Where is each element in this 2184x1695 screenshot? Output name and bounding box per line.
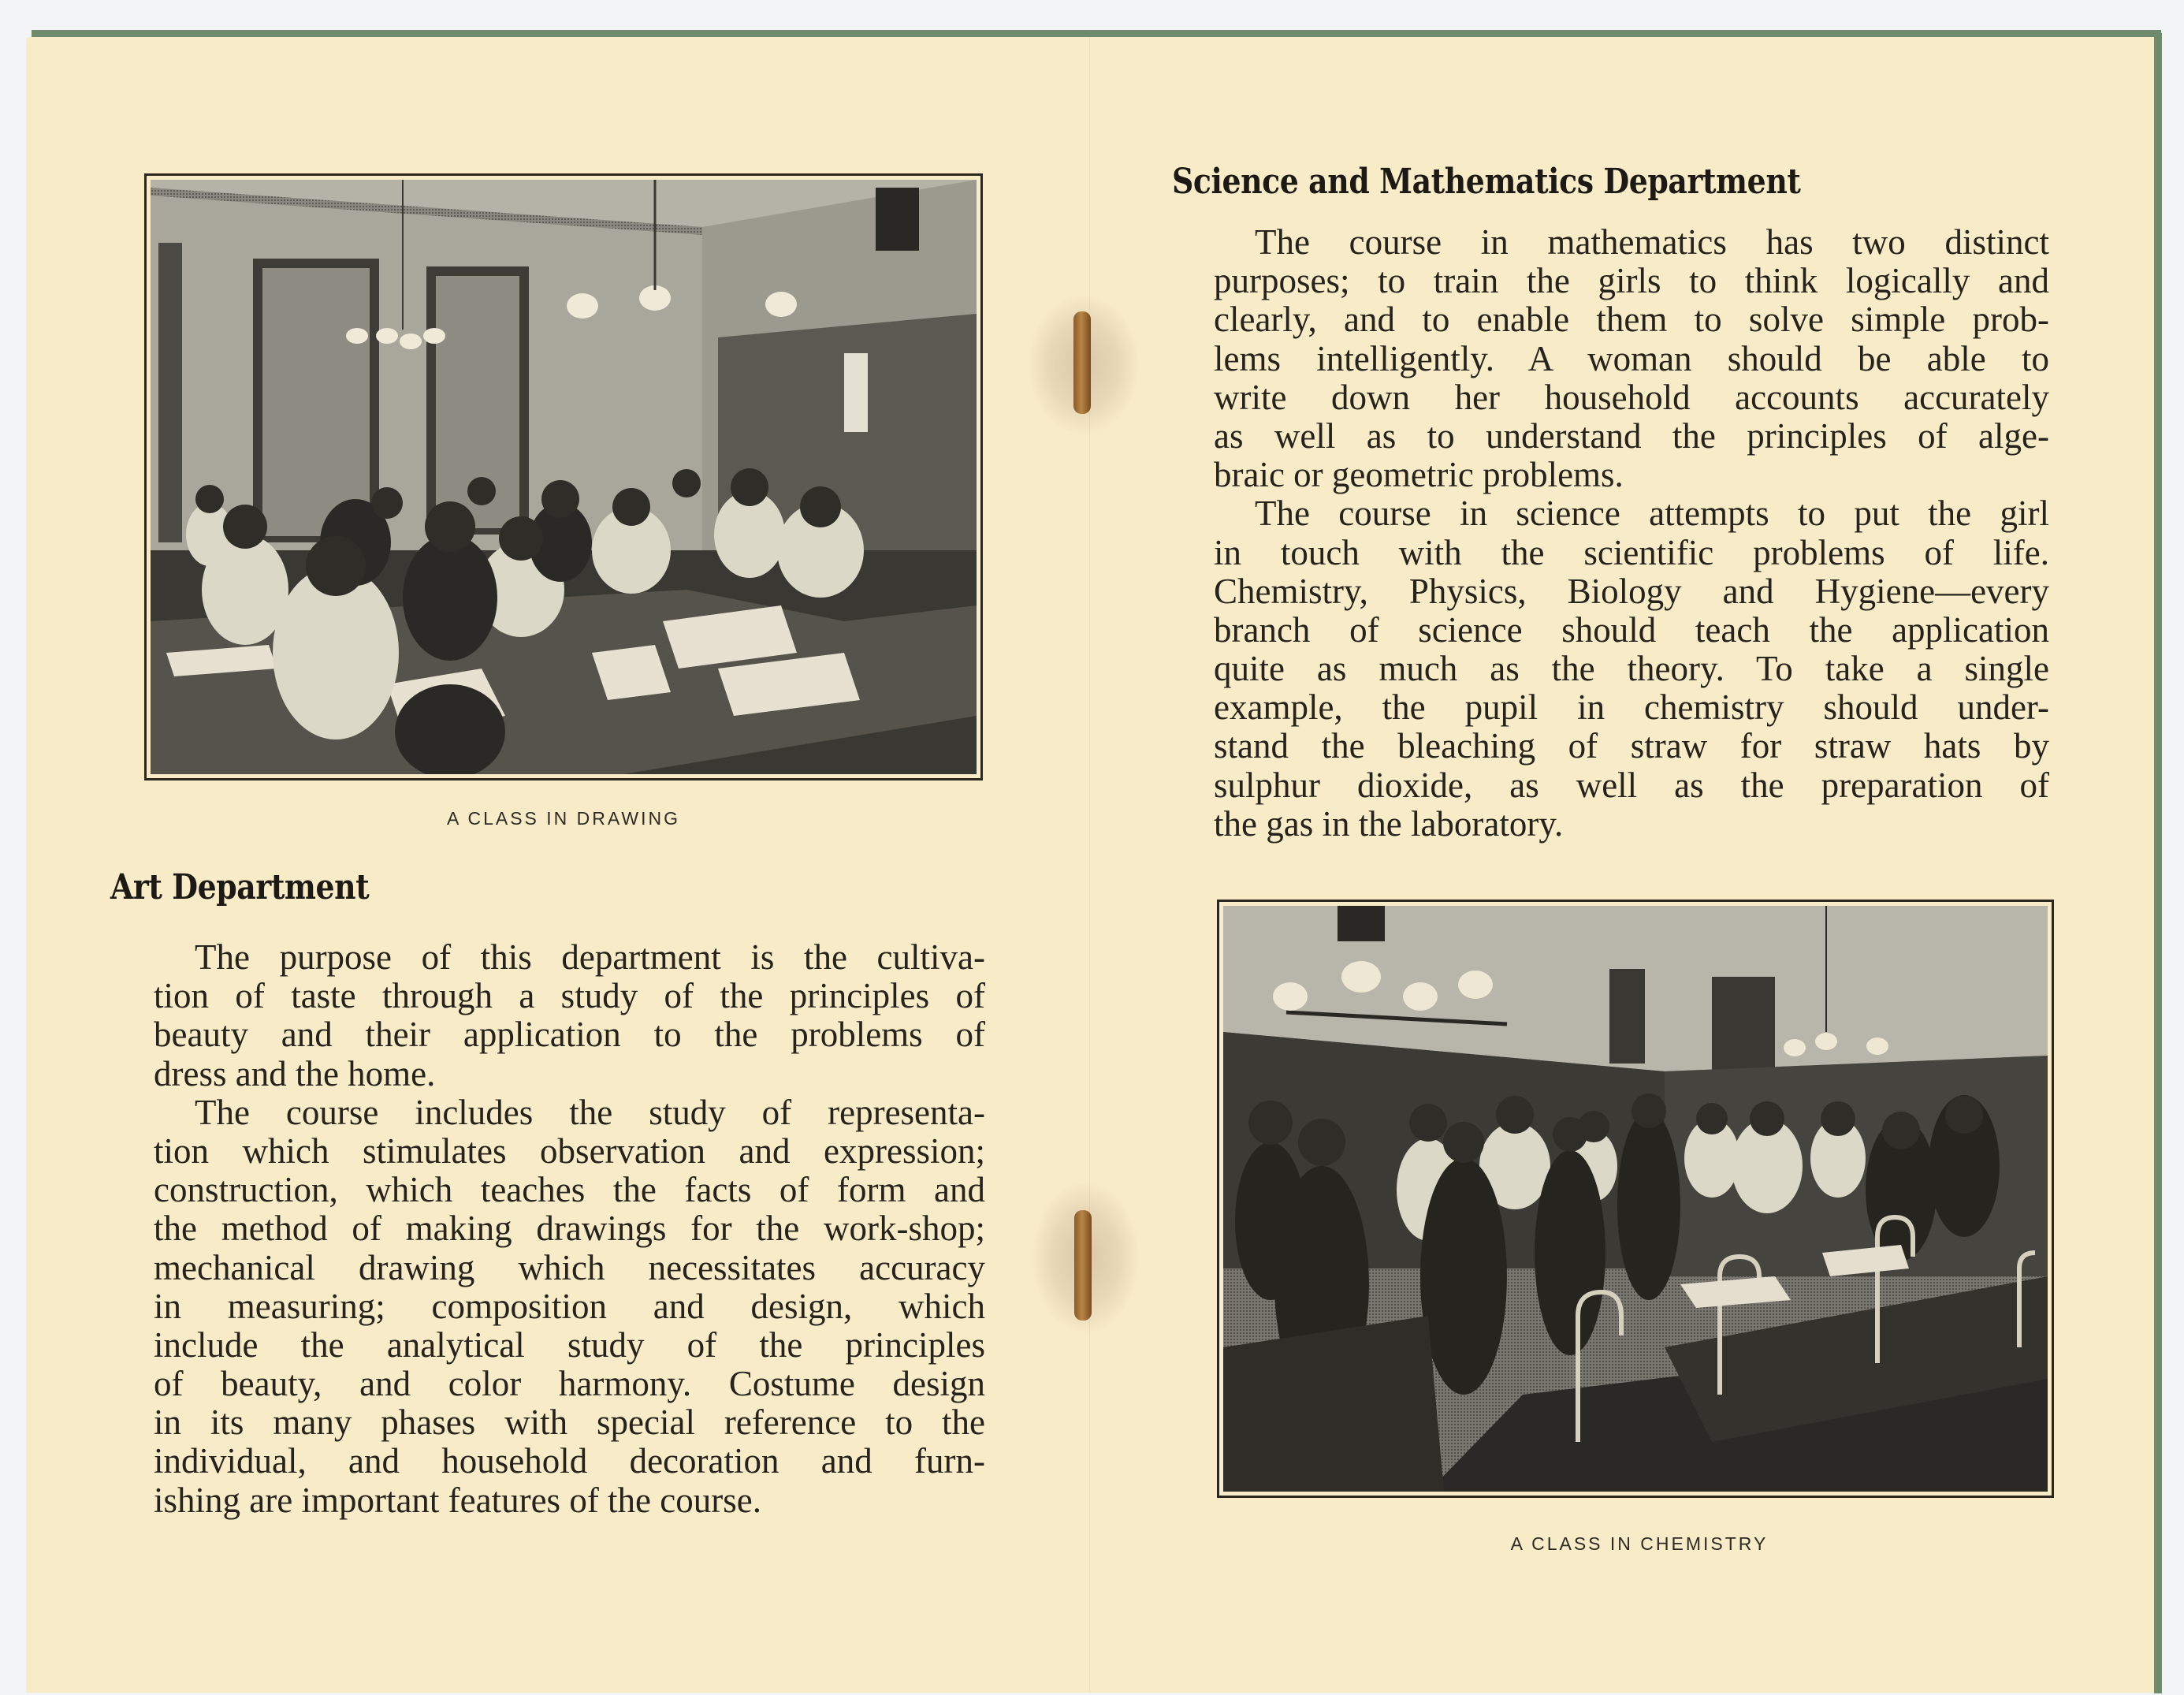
science-math-heading: Science and Mathematics Department (1172, 162, 1801, 202)
text-line-content: dress and the home. (154, 1053, 436, 1093)
text-line-content: include the analytical study of the principles (154, 1325, 985, 1365)
text-line-content: example, the pupil in chemistry should under- (1214, 688, 2049, 728)
staple-icon (1073, 311, 1091, 414)
text-line-content: tion of taste through a study of the principles of (154, 977, 985, 1016)
text-line-content: of beauty, and color harmony. Costume design (154, 1365, 985, 1404)
text-line-content: The course in science attempts to put the girl (1255, 494, 2049, 534)
cover-board-edge-top (32, 30, 2161, 37)
text-line-content: lems intelligently. A woman should be able to (1214, 339, 2049, 378)
center-fold (1089, 37, 1091, 1693)
text-line (1214, 688, 2049, 727)
math-paragraph (1214, 223, 2049, 494)
art-department-text (154, 938, 985, 1520)
text-line (1214, 417, 2049, 456)
text-line-content: ishing are important features of the course. (154, 1480, 761, 1520)
text-line (154, 1093, 985, 1132)
text-line (1214, 534, 2049, 572)
text-line-content: mechanical drawing which necessitates accuracy (154, 1248, 985, 1287)
text-line (1214, 650, 2049, 688)
text-line-content: branch of science should teach the application (1214, 610, 2049, 650)
text-line-content: the method of making drawings for the work-shop; (154, 1209, 985, 1249)
cover-board-edge-right (2154, 33, 2162, 1693)
text-line-content: in touch with the scientific problems of life. (1214, 533, 2049, 572)
text-line-content: individual, and household decoration and furn- (154, 1442, 985, 1481)
text-line (154, 938, 985, 977)
text-line-content: beauty and their application to the problems of (154, 1015, 985, 1055)
text-line-content: The course in mathematics has two distinct (1255, 223, 2049, 262)
drawing-photo-caption: A CLASS IN DRAWING (447, 808, 680, 829)
text-line-content: purposes; to train the girls to think logically and (1214, 262, 2049, 301)
text-line-content: Chemistry, Physics, Biology and Hygiene—every (1214, 572, 2049, 611)
text-line (154, 1403, 985, 1442)
text-line-content: stand the bleaching of straw for straw hats by (1214, 727, 2049, 766)
text-line-content: as well as to understand the principles of alge- (1214, 416, 2049, 456)
text-line (154, 1015, 985, 1054)
drawing-class-photo (144, 173, 983, 780)
text-line-content: braic or geometric problems. (1214, 455, 1624, 495)
text-line (154, 1171, 985, 1209)
text-line (154, 1287, 985, 1326)
text-line (1214, 805, 2049, 844)
text-line (154, 1365, 985, 1403)
text-line-content: the gas in the laboratory. (1214, 803, 1564, 844)
text-line (1214, 572, 2049, 611)
text-line (1214, 611, 2049, 650)
text-line (154, 1132, 985, 1171)
science-math-text (1214, 223, 2049, 844)
text-line (1214, 262, 2049, 300)
text-line (1214, 494, 2049, 533)
text-line (154, 1326, 985, 1365)
chemistry-photo-caption: A CLASS IN CHEMISTRY (1510, 1533, 1769, 1554)
text-line-content: The course includes the study of representa- (195, 1093, 985, 1132)
text-line-content: tion which stimulates observation and expression; (154, 1131, 985, 1171)
art-paragraph-2 (154, 1093, 985, 1520)
text-line-content: in its many phases with special reference to the (154, 1403, 985, 1443)
text-line (154, 1209, 985, 1248)
text-line (1214, 456, 2049, 494)
text-line (154, 1249, 985, 1287)
text-line (1214, 378, 2049, 417)
art-department-heading: Art Department (110, 867, 370, 907)
text-line (1214, 300, 2049, 339)
text-line (154, 1481, 985, 1520)
science-paragraph (1214, 494, 2049, 844)
staple-icon (1074, 1210, 1092, 1321)
text-line (1214, 727, 2049, 766)
classroom-drawing-photo-icon (151, 180, 977, 774)
text-line (1214, 340, 2049, 378)
text-line-content: write down her household accounts accurately (1214, 378, 2049, 417)
chemistry-laboratory-photo-icon (1223, 906, 2048, 1492)
chemistry-class-photo (1217, 900, 2054, 1498)
text-line-content: The purpose of this department is the cultiva- (195, 938, 985, 977)
text-line (154, 1055, 985, 1093)
text-line (154, 1442, 985, 1481)
text-line (154, 977, 985, 1015)
text-line-content: clearly, and to enable them to solve simple prob- (1214, 300, 2049, 340)
text-line (1214, 223, 2049, 262)
text-line-content: construction, which teaches the facts of form and (154, 1171, 985, 1210)
text-line-content: sulphur dioxide, as well as the preparation of (1214, 766, 2049, 805)
text-line (1214, 766, 2049, 805)
art-paragraph-1 (154, 938, 985, 1093)
text-line-content: quite as much as the theory. To take a single (1214, 650, 2049, 689)
text-line-content: in measuring; composition and design, which (154, 1287, 985, 1326)
